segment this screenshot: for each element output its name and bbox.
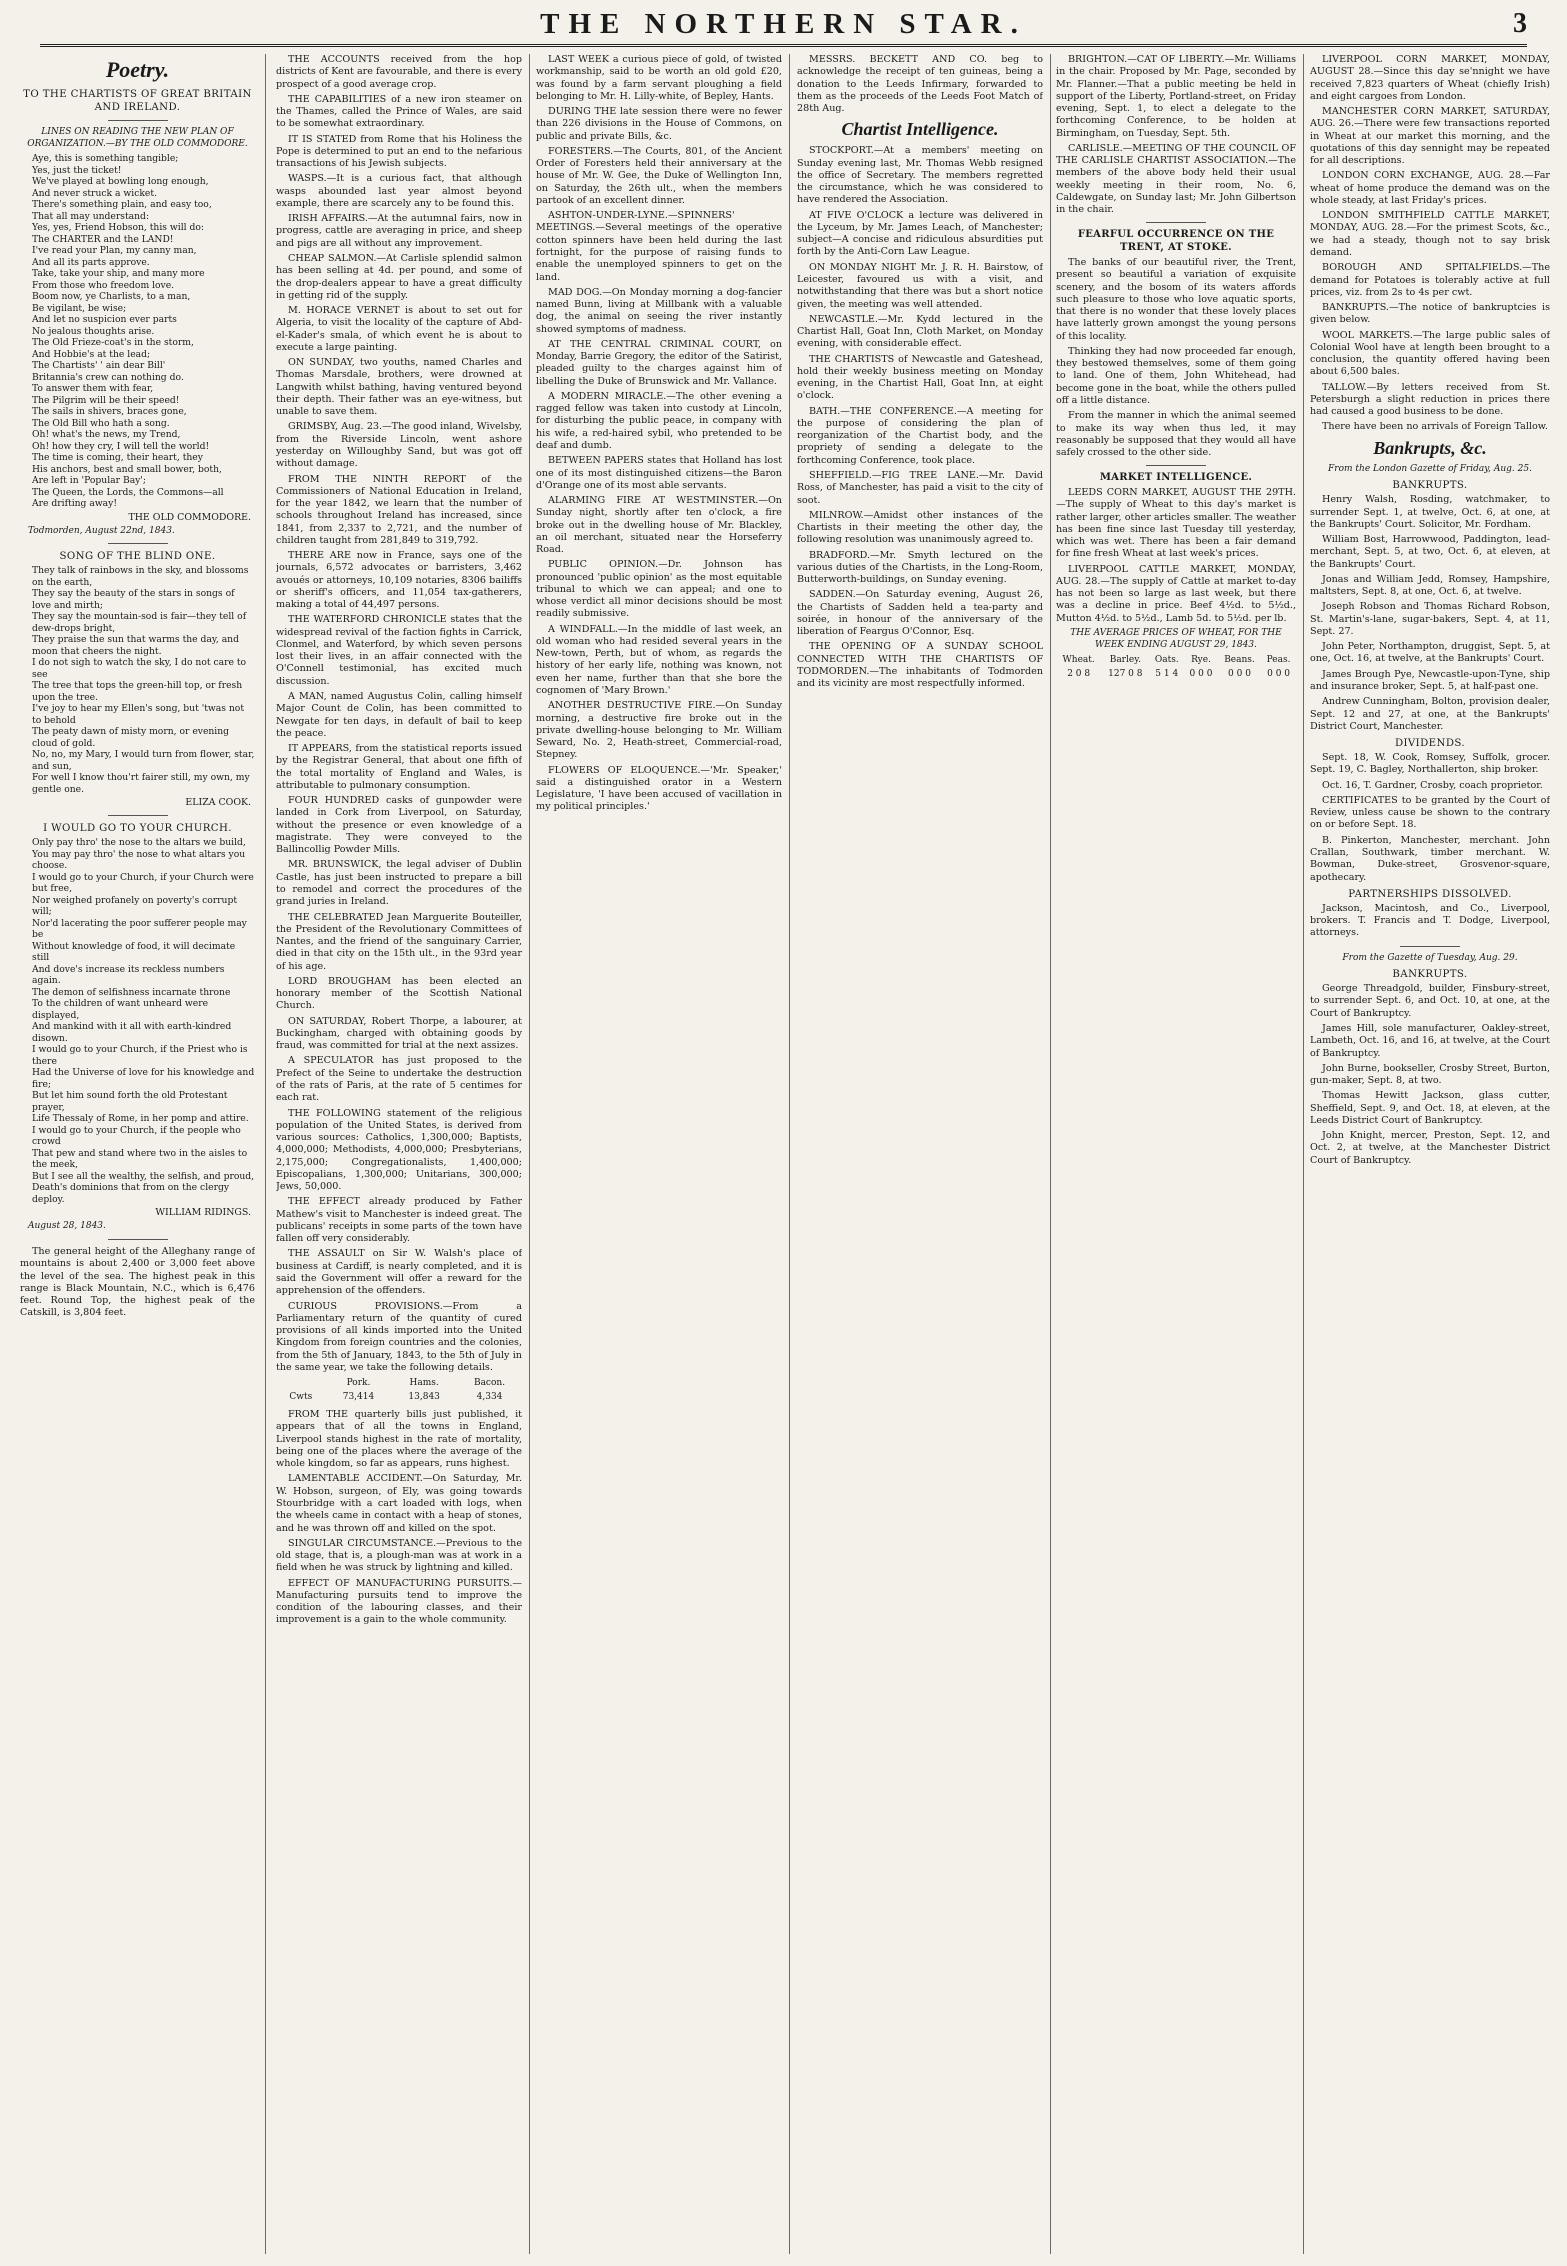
news-item: John Knight, mercer, Preston, Sept. 12, and Oct. 2, at twelve, at the Manchester District Court of Bankruptcy.	[1310, 1130, 1550, 1166]
news-item: LEEDS CORN MARKET, AUGUST THE 29TH.—The supply of Wheat to this day's market is rather larger, other articles smaller. The weather has been fine since last Tuesday till yesterday, which was wet. There has been a fair demand for fine fresh Wheat at last week's prices.	[1056, 487, 1296, 560]
section-title-chartist-intelligence: Chartist Intelligence.	[841, 119, 999, 140]
news-item: ON SUNDAY, two youths, named Charles and Thomas Marsdale, brothers, were drowned at Langwith whilst bathing, having ventured beyond their depth. Their father was an eye-witness, but unable to save them.	[276, 357, 522, 418]
news-item: THE EFFECT already produced by Father Mathew's visit to Manchester is indeed great. The publicans' receipts in some parts of the town have fallen off very considerably.	[276, 1196, 522, 1245]
subsection-label: BANKRUPTS.	[1392, 480, 1468, 492]
news-item: IT IS STATED from Rome that his Holiness the Pope is determined to put an end to the nefarious transactions of his Jewish subjects.	[276, 133, 522, 170]
news-item: IRISH AFFAIRS.—At the autumnal fairs, now in progress, cattle are averaging in price, and sheep and pigs are all without any improvement.	[276, 213, 522, 249]
article-paragraph: MESSRS. BECKETT AND CO. beg to acknowledge the receipt of ten guineas, being a donation to the Leeds Infirmary, forwarded to them as the proceeds of the Leeds Foot Match of 28th Aug.	[797, 54, 1043, 115]
news-item: FORESTERS.—The Courts, 801, of the Ancient Order of Foresters held their anniversary at the house of Mr. W. Gee, the Duke of Wellington Inn, on Saturday, the 26th ult., when the members partook of an excellent dinner.	[536, 145, 782, 206]
poem-signature: ELIZA COOK.	[185, 797, 251, 809]
news-item: PUBLIC OPINION.—Dr. Johnson has pronounced 'public opinion' as the most equitable tribunal to which we can appeal; and one to whose verdict all minor decisions should be most readily submissive.	[536, 559, 782, 620]
news-item: ON SATURDAY, Robert Thorpe, a labourer, at Buckingham, charged with obtaining goods by fraud, was committed for trial at the next assizes.	[276, 1015, 522, 1052]
column-news-items	[276, 54, 522, 2254]
news-item: CARLISLE.—MEETING OF THE COUNCIL OF THE CARLISLE CHARTIST ASSOCIATION.—The members of the above body held their usual weekly meeting in their room, No. 6, Caldewgate, on Sunday last; Mr. John Gilbertson in the chair.	[1056, 142, 1296, 216]
news-item: FLOWERS OF ELOQUENCE.—'Mr. Speaker,' said a distinguished orator in a Western Legislature, 'I have been accused of vacillation in my political principles.'	[536, 764, 782, 813]
news-item: ANOTHER DESTRUCTIVE FIRE.—On Sunday morning, a destructive fire broke out in the private dwelling-house belonging to Mr. William Seward, No. 2, Heath-street, Commercial-road, Stepney.	[536, 700, 782, 761]
column-rule	[1050, 54, 1051, 2254]
news-item: THE CELEBRATED Jean Marguerite Bouteiller, the President of the Revolutionary Committees of Nantes, and the friend of the sanguinary Carrier, died in that city on the 15th ult., in the 93rd year of his age.	[276, 911, 522, 972]
dissolved-text: Jackson, Macintosh, and Co., Liverpool, brokers. T. Francis and T. Dodge, Liverpool, attorneys.	[1310, 902, 1550, 939]
news-item: BETWEEN PAPERS states that Holland has lost one of its most distinguished citizens—the Baron d'Orange one of its most able servants.	[536, 455, 782, 491]
news-item-list	[276, 54, 522, 1374]
news-item: SHEFFIELD.—FIG TREE LANE.—Mr. David Ross, of Manchester, has paid a visit to the city of soot.	[797, 470, 1043, 506]
news-item: M. HORACE VERNET is about to set out for Algeria, to visit the locality of the capture of Abd-el-Kader's smala, of which event he is about to execute a large painting.	[276, 305, 522, 353]
subsection-label: PARTNERSHIPS DISSOLVED.	[1348, 888, 1512, 900]
column-poetry	[20, 54, 255, 2254]
table-cell: 13,843	[408, 1391, 440, 1402]
news-item: George Threadgold, builder, Finsbury-street, to surrender Sept. 6, and Oct. 10, at one, at the Court of Bankruptcy.	[1310, 983, 1550, 1019]
table-header: Peas.	[1266, 655, 1291, 666]
table-header: Rye.	[1191, 655, 1211, 666]
section-title-bankrupts: Bankrupts, &c.	[1373, 437, 1487, 458]
news-item: BOROUGH AND SPITALFIELDS.—The demand for Potatoes is tolerably active at full prices, viz. from 2s to 4s per cwt.	[1310, 262, 1550, 298]
news-item: ALARMING FIRE AT WESTMINSTER.—On Sunday night, shortly after ten o'clock, a fire broke out in the dwelling house of Mr. Blackley, an oil merchant, situated near the Horseferry Road.	[536, 495, 782, 556]
news-item: TALLOW.—By letters received from St. Petersburgh a slight reduction in prices there had caused a good business to be done.	[1310, 381, 1550, 418]
news-item-list	[536, 54, 782, 814]
news-item: AT THE CENTRAL CRIMINAL COURT, on Monday, Barrie Gregory, the editor of the Satirist, pleaded guilty to the charges against him of libelling the Duke of Brunswick and Mr. Vallance.	[536, 338, 782, 387]
news-item: James Hill, sole manufacturer, Oakley-street, Lambeth, Oct. 16, and 16, at twelve, at the Court of Bankruptcy.	[1310, 1022, 1550, 1059]
market-table	[1056, 654, 1296, 681]
gazette-header: From the London Gazette of Friday, Aug. 25.	[1328, 463, 1532, 474]
news-item: FROM THE NINTH REPORT of the Commissioners of National Education in Ireland, for the year 1842, we learn that the number of schools throughout Ireland has increased, since 1841, from 2,337 to 2,721, and the number of children taught from 281,849 to 319,792.	[276, 473, 522, 546]
news-item: WOOL MARKETS.—The large public sales of Colonial Wool have at length been brought to a conclusion, the quantity offered having been about 6,500 bales.	[1310, 329, 1550, 378]
news-item: THE ACCOUNTS received from the hop districts of Kent are favourable, and there is every prospect of a good average crop.	[276, 54, 522, 90]
certificates-text: B. Pinkerton, Manchester, merchant. John Crallan, Southwark, timber merchant. W. Bowman, Duke-street, Grosvenor-square, apothecary.	[1310, 834, 1550, 883]
table-header: Wheat.	[1062, 655, 1095, 666]
news-item: John Burne, bookseller, Crosby Street, Burton, gun-maker, Sept. 8, at two.	[1310, 1062, 1550, 1087]
news-item: LAST WEEK a curious piece of gold, of twisted workmanship, said to be worth an old gold £20, was found by a farm servant ploughing a field belonging to Mr. H. Lilly-white, of Bepley, Hants.	[536, 54, 782, 102]
poem-text: Only pay thro' the nose to the altars we build, You may pay thro' the nose to what altars you choose. I would go to your Church, if your Church were but free, Nor weighed profanely on poverty's corrupt will; Nor'd lacerating the poor sufferer people may be Without knowledge of food, it will decimate still And dove's increase its reckless numbers again. The demon of selfishness incarnate throne To the children of want unheard were displayed, And mankind with it all with earth-kindred disown. I would go to your Church, if the Priest who is there Had the Universe of love for his knowledge and fire; But let him sound forth the old Protestant prayer, Life Thessaly of Rome, in her pomp and attire. I would go to your Church, if the people who crowd That pew and stand where two in the aisles to the meek, But I see all the wealthy, the selfish, and proud, Death's dominions that from on the clergy deploy.	[32, 837, 255, 1205]
news-item: FOUR HUNDRED casks of gunpowder were landed in Cork from Liverpool, on Saturday, without the presence or even knowledge of a magistrate. They were conveyed to the Ballincollig Powder Mills.	[276, 795, 522, 856]
table-cell: 4,334	[476, 1391, 503, 1402]
news-item: Jonas and William Jedd, Romsey, Hampshire, maltsters, Sept. 8, at one, Oct. 6, at twelve.	[1310, 573, 1550, 598]
news-item: James Brough Pye, Newcastle-upon-Tyne, ship and insurance broker, Sept. 5, at half-past one.	[1310, 668, 1550, 693]
table-row-label: Cwts	[289, 1391, 313, 1402]
news-item: THE WATERFORD CHRONICLE states that the widespread revival of the faction fights in Carrick, Clonmel, and Waterford, by which seven persons lost their lives, in an affair connected with the O'Connell testimonial, has excited much discussion.	[276, 614, 522, 687]
news-item: William Bost, Harrowwood, Paddington, lead-merchant, Sept. 5, at two, Oct. 6, at eleven, at the Bankrupts' Court.	[1310, 534, 1550, 570]
table-cell: 0 0 0	[1267, 668, 1291, 679]
divider	[1146, 222, 1206, 223]
article-heading: FEARFUL OCCURRENCE ON THE TRENT, AT STOKE.	[1077, 229, 1275, 254]
table-header: Beans.	[1224, 655, 1255, 666]
table-header: Oats.	[1154, 655, 1179, 666]
poem-date: August 28, 1843.	[28, 1221, 106, 1232]
news-item: WASPS.—It is a curious fact, that although wasps abounded last year almost beyond example, there are scarcely any to be found this.	[276, 173, 522, 209]
news-item: CHEAP SALMON.—At Carlisle splendid salmon has been selling at 4d. per pound, and some of the drop-dealers appear to have a great difficulty in getting rid of the supply.	[276, 252, 522, 301]
news-item: A MAN, named Augustus Colin, calling himself Major Count de Colin, has been committed to Newgate for ten days, in default of bail to keep the peace.	[276, 691, 522, 739]
news-item: LAMENTABLE ACCIDENT.—On Saturday, Mr. W. Hobson, surgeon, of Ely, was going towards Stourbridge with a cart loaded with logs, when the wheels came in contact with a heap of stones, and he was thrown off and killed on the spot.	[276, 1473, 522, 1534]
table-cell: 73,414	[342, 1391, 375, 1402]
section-title-poetry: Poetry.	[105, 57, 170, 82]
news-item: THE FOLLOWING statement of the religious population of the United States, is derived from various sources: Catholics, 1,300,000; Baptists, 4,000,000; Methodists, 4,000,000; Presbyterians, 2,175,000; Congregationalists, 1,400,000; Episcopalians, 1,300,000; Unitarians, 300,000; Jews, 50,000.	[276, 1107, 522, 1193]
column-rule	[1303, 54, 1304, 2254]
news-item: FROM THE quarterly bills just published, it appears that of all the towns in England, Liverpool stands highest in the rate of mortality, being one of the places where the average of the whole kingdom, so far as appears, runs highest.	[276, 1409, 522, 1470]
news-item: THE CHARTISTS of Newcastle and Gateshead, hold their weekly business meeting on Monday evening, in the Chartist Hall, Goat Inn, at eight o'clock.	[797, 353, 1043, 402]
news-item-list	[1056, 487, 1296, 625]
poem-date: Todmorden, August 22nd, 1843.	[28, 525, 175, 536]
news-item: Thinking they had now proceeded far enough, they bestowed themselves, some of them going to land. One of them, John Whitehead, had become gone in the boat, while the others pulled off a little distance.	[1056, 345, 1296, 406]
news-item: A SPECULATOR has just proposed to the Prefect of the Seine to undertake the destruction of the rats of Paris, at the rate of 5 centimes for each rat.	[276, 1055, 522, 1104]
table-cell: 0 0 0	[1228, 668, 1251, 679]
poem-signature: THE OLD COMMODORE.	[128, 511, 251, 523]
news-item: Sept. 18, W. Cook, Romsey, Suffolk, grocer. Sept. 19, C. Bagley, Northallerton, ship broker.	[1310, 752, 1550, 776]
news-item: John Peter, Northampton, druggist, Sept. 5, at one, Oct. 16, at twelve, at the Bankrupts' Court.	[1310, 641, 1550, 665]
news-item: DURING THE late session there were no fewer than 226 divisions in the House of Commons, on public and private Bills, &c.	[536, 106, 782, 142]
news-item: THE CAPABILITIES of a new iron steamer on the Thames, called the Prince of Wales, are said to be somewhat extraordinary.	[276, 93, 522, 130]
column-reports	[1056, 54, 1296, 2254]
news-item: BATH.—THE CONFERENCE.—A meeting for the purpose of considering the plan of reorganization of the Chartist body, and the propriety of sending a delegate to the forthcoming Conference, took place.	[797, 405, 1043, 466]
table-cell: 2 0 8	[1067, 668, 1091, 679]
news-item: BANKRUPTS.—The notice of bankruptcies is given below.	[1310, 302, 1550, 326]
news-item: SADDEN.—On Saturday evening, August 26, the Chartists of Sadden held a tea-party and soirée, in honour of the anniversary of the liberation of Feargus O'Connor, Esq.	[797, 589, 1043, 638]
table-header: Barley.	[1109, 655, 1141, 666]
poem-text: They talk of rainbows in the sky, and blossoms on the earth, They say the beauty of the stars in songs of love and mirth; They say the mountain-sod is fair—they tell of dew-drops bright, They praise the sun that warms the day, and moon that cheers the night. I do not sigh to watch the sky, I do not care to see The tree that tops the green-hill top, or fresh upon the tree. I've joy to hear my Ellen's song, but 'twas not to behold The peaty dawn of misty morn, or evening cloud of gold. No, no, my Mary, I would turn from flower, star, and sun, For well I know thou'rt fairer still, my own, my gentle one.	[32, 565, 255, 795]
news-item: Oct. 16, T. Gardner, Crosby, coach proprietor.	[1322, 779, 1543, 791]
market-table-title: THE AVERAGE PRICES OF WHEAT, FOR THE WEEK ENDING AUGUST 29, 1843.	[1070, 628, 1282, 650]
news-item: ASHTON-UNDER-LYNE.—SPINNERS' MEETINGS.—Several meetings of the operative cotton spinners have been held during the last fortnight, for the purpose of raising funds to enable the unemployed spinners to get on the land.	[536, 210, 782, 283]
poem-heading: TO THE CHARTISTS OF GREAT BRITAIN AND IRELAND.	[23, 89, 252, 114]
news-item: A WINDFALL.—In the middle of last week, an old woman who had resided several years in the New-town, Perth, but of whom, as regards the history of her early life, nothing was known, not even her name, further than that she bore the cognomen of 'Mary Brown.'	[536, 623, 782, 697]
column-news-items	[536, 54, 782, 2254]
newspaper-title: THE NORTHERN STAR.	[540, 8, 1027, 40]
divider	[108, 543, 168, 544]
news-item: The banks of our beautiful river, the Trent, present so beautiful a variation of exquisite scenery, and the bosom of its waters affords such pleasure to those who love aquatic sports, that there is no wonder that these lovely places have latterly grown amongst the young persons of this locality.	[1056, 257, 1296, 342]
poem-subheading: LINES ON READING THE NEW PLAN OF ORGANIZATION.—BY THE OLD COMMODORE.	[27, 127, 248, 149]
news-item-list	[1310, 54, 1550, 434]
news-item: LORD BROUGHAM has been elected an honorary member of the Scottish National Church.	[276, 975, 522, 1012]
column-rule	[265, 54, 266, 2254]
masthead	[40, 8, 1527, 47]
news-item: EFFECT OF MANUFACTURING PURSUITS.—Manufacturing pursuits tend to improve the condition of the labouring classes, and their improvement is a gain to the whole community.	[276, 1577, 522, 1626]
column-rule	[529, 54, 530, 2254]
news-item: THE ASSAULT on Sir W. Walsh's place of business at Cardiff, is nearly completed, and it is said the Government will offer a reward for the apprehension of the offenders.	[276, 1248, 522, 1297]
table-cell: 0 0 0	[1189, 668, 1213, 679]
news-item: Thomas Hewitt Jackson, glass cutter, Sheffield, Sept. 9, and Oct. 18, at eleven, at the Leeds District Court of Bankruptcy.	[1310, 1090, 1550, 1126]
divider	[1400, 946, 1460, 947]
column-chartist-intelligence	[797, 54, 1043, 2254]
divider	[108, 1239, 168, 1240]
table-cell: 5 1 4	[1155, 668, 1179, 679]
news-item: THERE ARE now in France, says one of the journals, 6,572 advocates or barristers, 3,462 avoués or attorneys, 10,109 notaries, 8306 bailiffs or sheriff's officers, and 11,054 tax-gatherers, making a total of 44,497 persons.	[276, 550, 522, 611]
news-item-list	[1310, 494, 1550, 733]
news-item: MR. BRUNSWICK, the legal adviser of Dublin Castle, has just been instructed to prepare a bill to remodel and correct the procedures of the grand juries in Ireland.	[276, 859, 522, 908]
news-item-list	[1056, 257, 1296, 459]
provisions-table	[276, 1377, 522, 1404]
page-number: 3	[1513, 8, 1527, 39]
divider	[1146, 465, 1206, 466]
news-item: MILNROW.—Amidst other instances of the Chartists in their meeting the other day, the following resolution was unanimously agreed to.	[797, 509, 1043, 546]
news-item: ON MONDAY NIGHT Mr. J. R. H. Bairstow, of Leicester, favoured us with a visit, and notwithstanding that there was but a short notice given, the meeting was well attended.	[797, 261, 1043, 310]
news-item: There have been no arrivals of Foreign Tallow.	[1322, 421, 1548, 433]
article-paragraph: The general height of the Alleghany range of mountains is about 2,400 or 3,000 feet above the level of the sea. The highest peak in this range is Black Mountain, N.C., which is 6,476 feet. Round Top, the highest peak of the Catskill, is 3,804 feet.	[20, 1246, 255, 1319]
poem-heading: SONG OF THE BLIND ONE.	[59, 551, 216, 563]
poem-heading: I WOULD GO TO YOUR CHURCH.	[43, 823, 232, 835]
news-item: CURIOUS PROVISIONS.—From a Parliamentary return of the quantity of cured provisions of all kinds imported into the United Kingdom from foreign countries and the colonies, from the 5th of January, 1843, to the 5th of July in the same year, we take the following details.	[276, 1300, 522, 1373]
market-heading: MARKET INTELLIGENCE.	[1099, 472, 1253, 484]
news-item: SINGULAR CIRCUMSTANCE.—Previous to the old stage, that is, a plough-man was at work in a field when he was struck by lightning and killed.	[276, 1537, 522, 1574]
news-item-list	[1310, 983, 1550, 1167]
news-item: Joseph Robson and Thomas Richard Robson, St. Martin's-lane, sugar-bakers, Sept. 4, at 11, Sept. 27.	[1310, 601, 1550, 637]
column-rule	[789, 54, 790, 2254]
column-markets-bankrupts	[1310, 54, 1550, 2254]
news-item: GRIMSBY, Aug. 23.—The good inland, Wivelsby, from the Riverside Lincoln, went ashore yesterday on Willoughby Sand, but was got off without damage.	[276, 421, 522, 470]
news-item-list	[797, 145, 1043, 690]
news-item: THE OPENING OF A SUNDAY SCHOOL CONNECTED WITH THE CHARTISTS OF TODMORDEN.—The inhabitants of Todmorden and its vicinity are most respectfully informed.	[797, 641, 1043, 690]
news-item: NEWCASTLE.—Mr. Kydd lectured in the Chartist Hall, Goat Inn, Cloth Market, on Monday evening, with considerable effect.	[797, 313, 1043, 350]
news-item: MANCHESTER CORN MARKET, SATURDAY, AUG. 26.—There were few transactions reported in Wheat at our market this morning, and the quotations of this day sennight may be repeated for all descriptions.	[1310, 106, 1550, 167]
news-item: IT APPEARS, from the statistical reports issued by the Registrar General, that about one fifth of the total mortality of England and Wales, is attributable to pulmonary consumption.	[276, 743, 522, 791]
news-item: LIVERPOOL CATTLE MARKET, MONDAY, AUG. 28.—The supply of Cattle at market to-day has not been so large as last week, but there was a decline in price. Beef 4½d. to 5½d., Mutton 4½d. to 5½d., Lamb 5d. to 5½d. per lb.	[1056, 563, 1296, 624]
news-item-list	[1056, 54, 1296, 216]
news-item: BRADFORD.—Mr. Smyth lectured on the various duties of the Chartists, in the Long-Room, Butterworth-buildings, on Sunday evening.	[797, 549, 1043, 586]
table-header: Bacon.	[473, 1378, 506, 1389]
news-item: LONDON CORN EXCHANGE, AUG. 28.—Far wheat of home produce the demand was on the whole steady, at last Friday's prices.	[1310, 170, 1550, 206]
news-item: STOCKPORT.—At a members' meeting on Sunday evening last, Mr. Thomas Webb resigned the office of Secretary. The members regretted the circumstance, which he was considered to have rendered the Association.	[797, 145, 1043, 206]
news-item: LONDON SMITHFIELD CATTLE MARKET, MONDAY, AUG. 28.—For the primest Scots, &c., we had a steady, though not to say brisk demand.	[1310, 210, 1550, 258]
news-item-list	[276, 1409, 522, 1627]
divider	[108, 120, 168, 121]
news-item: BRIGHTON.—CAT OF LIBERTY.—Mr. Williams in the chair. Proposed by Mr. Page, seconded by Mr. Flanner.—That a public meeting be held in support of the Liberty, Portland-street, on Friday evening, Sept. 1, to elect a delegate to the forthcoming Conference, to be holden at Birmingham, on Tuesday, Sept. 5th.	[1056, 54, 1296, 139]
certificates-title: CERTIFICATES to be granted by the Court of Review, unless cause be shown to the contrary on or before Sept. 18.	[1310, 794, 1550, 831]
poem-signature: WILLIAM RIDINGS.	[155, 1207, 251, 1219]
divider	[108, 815, 168, 816]
news-item: Andrew Cunningham, Bolton, provision dealer, Sept. 12 and 27, at one, at the Bankrupts' District Court, Manchester.	[1310, 696, 1550, 732]
news-item: A MODERN MIRACLE.—The other evening a ragged fellow was taken into custody at Lincoln, for disturbing the public peace, in company with his wife, a red-haired sybil, who pretended to be deaf and dumb.	[536, 390, 782, 451]
poem-text: Aye, this is something tangible; Yes, just the ticket! We've played at bowling long enough, And never struck a wicket. There's something plain, and easy too, That all may understand: Yes, yes, Friend Hobson, this will do: The CHARTER and the LAND! I've read your Plan, my canny man, And all its parts approve. Take, take your ship, and many more From those who freedom love. Boom now, ye Charlists, to a man, Be vigilant, be wise; And let no suspicion ever parts No jealous thoughts arise. The Old Frieze-coat's in the storm, And Hobbie's at the lead; The Chartists' ' ain dear Bill' Britannia's crew can nothing do. To answer them with fear, The Pilgrim will be their speed! The sails in shivers, braces gone, The Old Bill who hath a song. Oh! what's the news, my Trend, Oh! how they cry, I will tell the world! The time is coming, their heart, they His anchors, best and small bower, both, Are left in 'Popular Bay'; The Queen, the Lords, the Commons—all Are drifting away!	[32, 153, 224, 510]
news-item: Henry Walsh, Rosding, watchmaker, to surrender Sept. 1, at twelve, Oct. 6, at one, at the Bankrupts' Court. Solicitor, Mr. Fordham.	[1310, 494, 1550, 530]
table-header: Pork.	[346, 1378, 371, 1389]
table-cell: 127 0 8	[1108, 668, 1143, 679]
news-item: MAD DOG.—On Monday morning a dog-fancier named Bunn, living at Millbank with a valuable dog, the animal on seeing the river instantly showed symptoms of madness.	[536, 286, 782, 335]
table-header: Hams.	[409, 1378, 439, 1389]
subsection-label: DIVIDENDS.	[1394, 738, 1466, 750]
news-item: AT FIVE O'CLOCK a lecture was delivered in the Lyceum, by Mr. James Leach, of Manchester; subject—A concise and ridiculous absurdities put forth by the Anti-Corn Law League.	[797, 209, 1043, 258]
news-item-list	[1310, 752, 1550, 792]
news-item: LIVERPOOL CORN MARKET, MONDAY, AUGUST 28.—Since this day se'nnight we have received 7,823 quarters of Wheat (chiefly Irish) and eight cargoes from London.	[1310, 54, 1550, 102]
gazette-header: From the Gazette of Tuesday, Aug. 29.	[1342, 952, 1518, 963]
news-item: From the manner in which the animal seemed to make its way when thus led, it may reasonably be supposed that they would all have safely crossed to the other side.	[1056, 410, 1296, 459]
subsection-label: BANKRUPTS.	[1392, 969, 1468, 981]
